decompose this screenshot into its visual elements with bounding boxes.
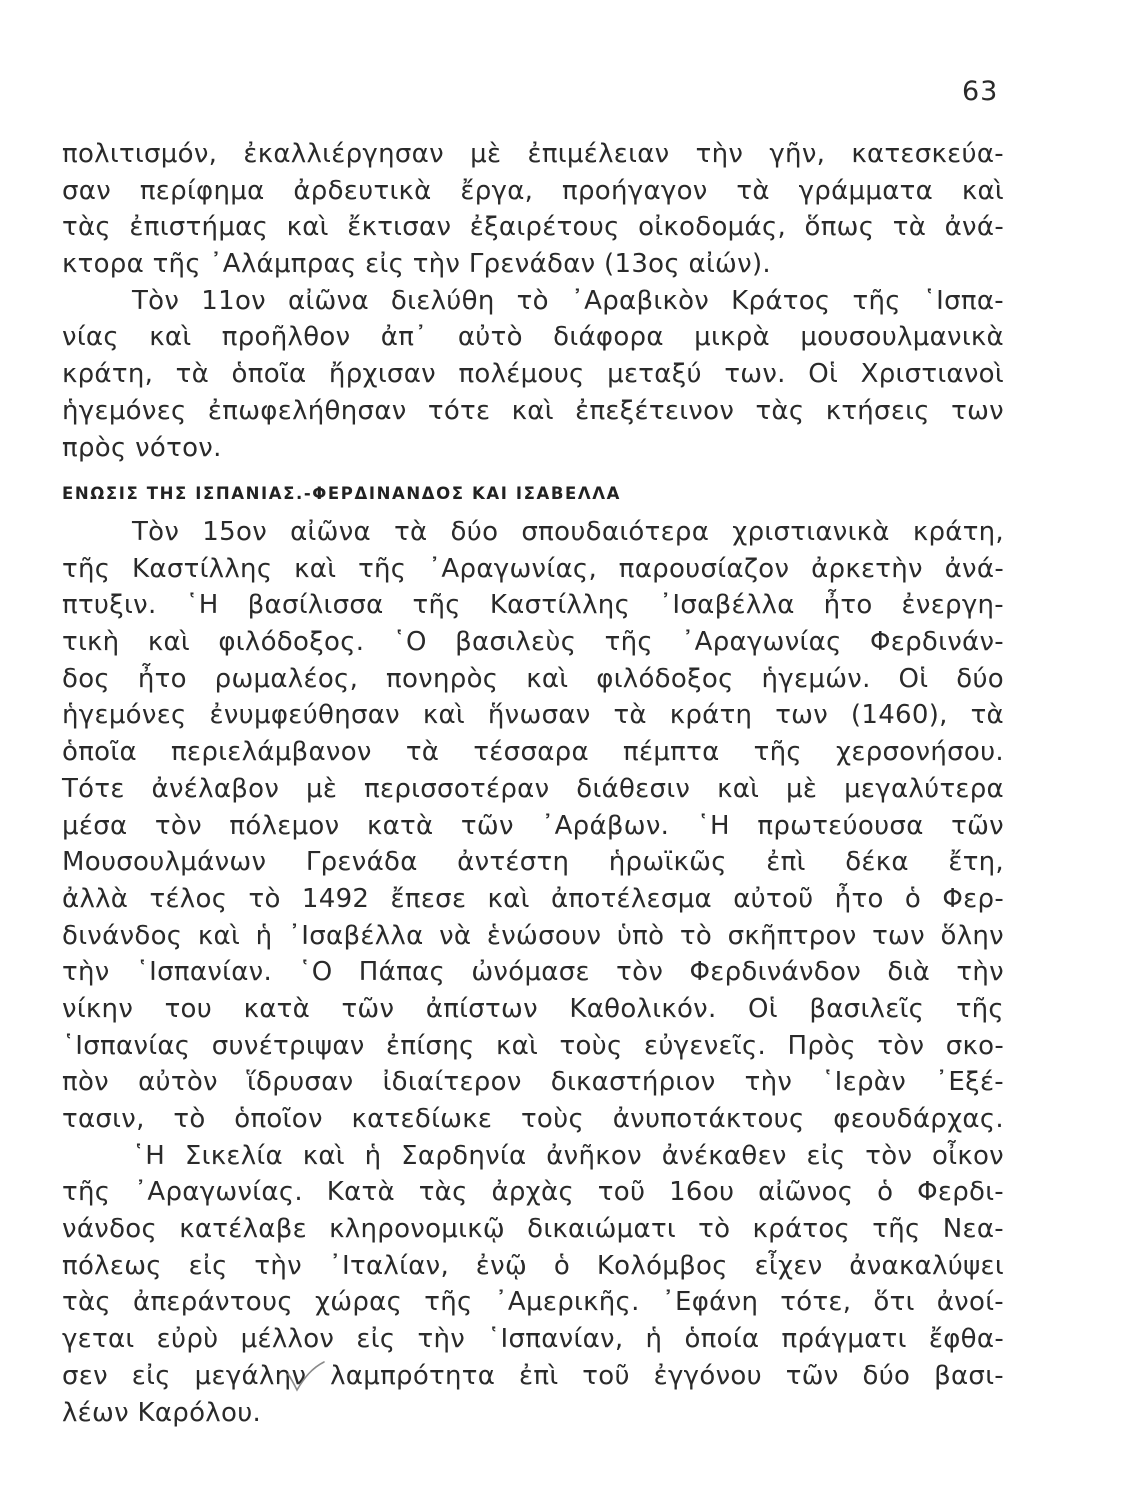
text-line: τῆς Καστίλλης καὶ τῆς ᾿Αραγωνίας, παρουσίαζον ἀρκετὴν ἀνά-: [62, 553, 1004, 584]
text-line: λέων Καρόλου.: [62, 1397, 262, 1428]
text-line: Τότε ἀνέλαβον μὲ περισσοτέραν διάθεσιν καὶ μὲ μεγαλύτερα: [62, 773, 1004, 804]
text-line: πρὸς νότον.: [62, 432, 222, 463]
text-line: σαν περίφημα ἀρδευτικὰ ἔργα, προήγαγον τὰ γράμματα καὶ: [62, 175, 1004, 206]
text-line: τὰς ἐπιστήμας καὶ ἔκτισαν ἐξαιρέτους οἰκοδομάς, ὅπως τὰ ἀνά-: [62, 212, 1004, 243]
text-line: ἡγεμόνες ἐνυμφεύθησαν καὶ ἥνωσαν τὰ κράτη των (1460), τὰ: [62, 700, 1004, 731]
text-line: νίκην του κατὰ τῶν ἀπίστων Καθολικόν. Οἱ βασιλεῖς τῆς: [62, 993, 1004, 1024]
text-line: κράτη, τὰ ὁποῖα ἤρχισαν πολέμους μεταξύ των. Οἱ Χριστιανοὶ: [62, 359, 1004, 390]
text-line: μέσα τὸν πόλεμον κατὰ τῶν ᾿Αράβων. ῾Η πρωτεύουσα τῶν: [62, 810, 1004, 841]
text-line: σεν εἰς μεγάλην λαμπρότητα ἐπὶ τοῦ ἐγγόνου τῶν δύο βασι-: [62, 1360, 1004, 1391]
text-line: νάνδος κατέλαβε κληρονομικῷ δικαιώματι τὸ κράτος τῆς Νεα-: [62, 1214, 1004, 1245]
text-line: τῆς ᾿Αραγωνίας. Κατὰ τὰς ἀρχὰς τοῦ 16ου αἰῶνος ὁ Φερδι-: [62, 1177, 1004, 1208]
text-line: πὸν αὐτὸν ἵδρυσαν ἰδιαίτερον δικαστήριον τὴν ῾Ιερὰν ᾿Εξέ-: [62, 1067, 1004, 1098]
text-line: νίας καὶ προῆλθον ἀπ᾿ αὐτὸ διάφορα μικρὰ μουσουλμανικὰ: [62, 322, 1004, 353]
text-line: τὴν ῾Ισπανίαν. ῾Ο Πάπας ὠνόμασε τὸν Φερδινάνδον διὰ τὴν: [62, 957, 1004, 988]
paragraph-block-2: [62, 514, 1004, 1431]
text-line: Τὸν 15ον αἰῶνα τὰ δύο σπουδαιότερα χριστιανικὰ κράτη,: [132, 517, 1004, 547]
text-line: ῾Ισπανίας συνέτριψαν ἐπίσης καὶ τοὺς εὐγενεῖς. Πρὸς τὸν σκο-: [62, 1030, 1004, 1061]
text-line: πόλεως εἰς τὴν ᾿Ιταλίαν, ἐνῷ ὁ Κολόμβος εἶχεν ἀνακαλύψει: [62, 1250, 1004, 1281]
paragraph-block-1: [62, 136, 1004, 466]
text-line: ῾Η Σικελία καὶ ἡ Σαρδηνία ἀνῆκον ἀνέκαθεν εἰς τὸν οἶκον: [132, 1140, 1004, 1171]
text-line: κτορα τῆς ᾿Αλάμπρας εἰς τὴν Γρενάδαν (13ος αἰών).: [62, 249, 771, 280]
text-line: τὰς ἀπεράντους χώρας τῆς ᾿Αμερικῆς. ᾿Εφάνη τότε, ὅτι ἀνοί-: [62, 1287, 1004, 1318]
text-line: δος ἦτο ρωμαλέος, πονηρὸς καὶ φιλόδοξος ἡγεμών. Οἱ δύο: [62, 663, 1004, 694]
text-line: τασιν, τὸ ὁποῖον κατεδίωκε τοὺς ἀνυποτάκτους φεουδάρχας.: [62, 1104, 1004, 1134]
page-number: 63: [962, 76, 999, 107]
text-line: Τὸν 11ον αἰῶνα διελύθη τὸ ᾿Αραβικὸν Κράτος τῆς ῾Ισπα-: [132, 285, 1004, 316]
text-line: δινάνδος καὶ ἡ ᾿Ισαβέλλα νὰ ἑνώσουν ὑπὸ τὸ σκῆπτρον των ὅλην: [62, 920, 1004, 951]
text-line: τικὴ καὶ φιλόδοξος. ῾Ο βασιλεὺς τῆς ᾿Αραγωνίας Φερδινάν-: [62, 627, 1004, 658]
text-line: Μουσουλμάνων Γρενάδα ἀντέστη ἡρωϊκῶς ἐπὶ δέκα ἔτη,: [62, 847, 1004, 878]
section-heading: ΕΝΩΣΙΣ ΤΗΣ ΙΣΠΑΝΙΑΣ.-ΦΕΡΔΙΝΑΝΔΟΣ ΚΑΙ ΙΣΑΒΕΛΛΑ: [62, 484, 621, 503]
text-line: πολιτισμόν, ἐκαλλιέργησαν μὲ ἐπιμέλειαν τὴν γῆν, κατεσκεύα-: [62, 139, 1004, 169]
text-line: γεται εὐρὺ μέλλον εἰς τὴν ῾Ισπανίαν, ἡ ὁποία πράγματι ἔφθα-: [62, 1324, 1004, 1355]
text-line: πτυξιν. ῾Η βασίλισσα τῆς Καστίλλης ᾿Ισαβέλλα ἦτο ἐνεργη-: [62, 590, 1004, 621]
text-line: ἡγεμόνες ἐπωφελήθησαν τότε καὶ ἐπεξέτεινον τὰς κτήσεις των: [62, 395, 1004, 426]
text-line: ὁποῖα περιελάμβανον τὰ τέσσαρα πέμπτα τῆς χερσονήσου.: [62, 737, 1004, 768]
checkmark-icon: [286, 1360, 326, 1394]
text-line: ἀλλὰ τέλος τὸ 1492 ἔπεσε καὶ ἀποτέλεσμα αὐτοῦ ἦτο ὁ Φερ-: [62, 883, 1004, 914]
